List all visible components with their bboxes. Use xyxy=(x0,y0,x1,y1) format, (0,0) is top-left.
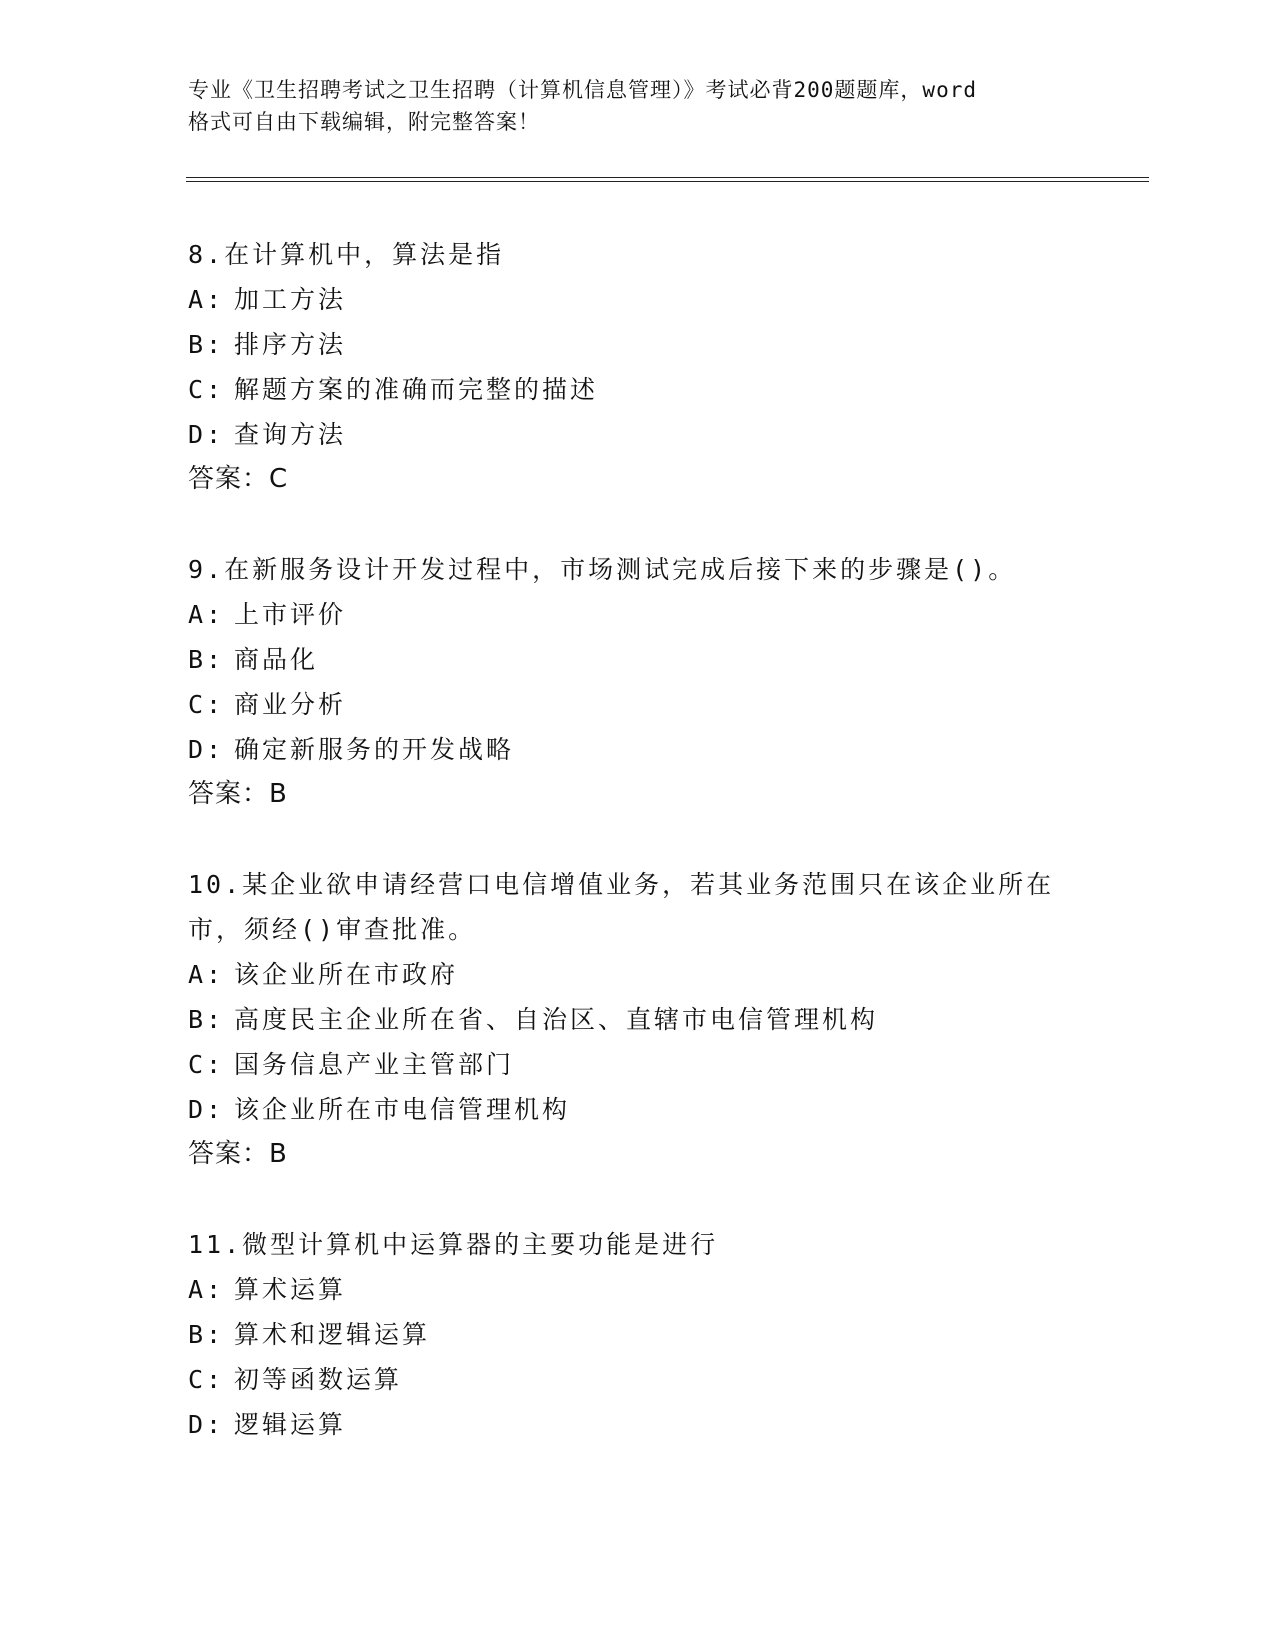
option-text: 排序方法 xyxy=(234,330,347,359)
option-b xyxy=(188,637,1088,682)
header-divider-top xyxy=(186,177,1149,178)
option-b xyxy=(188,1312,1088,1357)
option-letter: B: xyxy=(188,1005,225,1034)
option-text: 初等函数运算 xyxy=(234,1365,403,1394)
option-letter: D: xyxy=(188,420,225,449)
option-letter: A: xyxy=(188,285,225,314)
option-letter: D: xyxy=(188,1095,225,1124)
option-c xyxy=(188,1042,1088,1087)
answer-line: 答案：B xyxy=(188,779,288,809)
option-letter: B: xyxy=(188,330,225,359)
question-stem: 11.微型计算机中运算器的主要功能是进行 xyxy=(188,1230,719,1259)
option-letter: D: xyxy=(188,1410,225,1439)
question-10 xyxy=(188,862,1088,1177)
option-c xyxy=(188,682,1088,727)
option-text: 算术运算 xyxy=(234,1275,347,1304)
option-c xyxy=(188,367,1088,412)
option-text: 解题方案的准确而完整的描述 xyxy=(234,375,599,404)
header-line-2: 格式可自由下载编辑，附完整答案！ xyxy=(188,110,540,134)
option-text: 查询方法 xyxy=(234,420,347,449)
option-text: 加工方法 xyxy=(234,285,347,314)
option-a xyxy=(188,592,1088,637)
question-8 xyxy=(188,232,1088,502)
answer-line: 答案：B xyxy=(188,1139,288,1169)
answer-line: 答案：C xyxy=(188,464,289,494)
option-b xyxy=(188,997,1088,1042)
question-stem-continued: 市，须经()审查批准。 xyxy=(188,915,477,944)
option-text: 国务信息产业主管部门 xyxy=(234,1050,515,1079)
option-c xyxy=(188,1357,1088,1402)
header-divider-bottom xyxy=(186,181,1149,182)
option-text: 上市评价 xyxy=(234,600,347,629)
option-letter: B: xyxy=(188,645,225,674)
header-line-1: 专业《卫生招聘考试之卫生招聘（计算机信息管理）》考试必背200题题库，word xyxy=(188,78,977,102)
option-letter: C: xyxy=(188,375,225,404)
option-letter: C: xyxy=(188,690,225,719)
option-text: 高度民主企业所在省、自治区、直辖市电信管理机构 xyxy=(234,1005,879,1034)
option-letter: A: xyxy=(188,600,225,629)
option-text: 该企业所在市政府 xyxy=(234,960,459,989)
option-text: 商品化 xyxy=(234,645,319,674)
option-b xyxy=(188,322,1088,367)
option-letter: A: xyxy=(188,960,225,989)
option-d xyxy=(188,1087,1088,1132)
option-letter: C: xyxy=(188,1365,225,1394)
option-a xyxy=(188,1267,1088,1312)
document-header xyxy=(188,74,1088,138)
question-9 xyxy=(188,547,1088,817)
option-a xyxy=(188,952,1088,997)
option-letter: D: xyxy=(188,735,225,764)
option-text: 该企业所在市电信管理机构 xyxy=(234,1095,571,1124)
option-d xyxy=(188,412,1088,457)
question-stem: 8.在计算机中，算法是指 xyxy=(188,240,505,269)
option-text: 算术和逻辑运算 xyxy=(234,1320,431,1349)
option-letter: A: xyxy=(188,1275,225,1304)
option-d xyxy=(188,1402,1088,1447)
option-text: 逻辑运算 xyxy=(234,1410,347,1439)
option-text: 商业分析 xyxy=(234,690,347,719)
option-text: 确定新服务的开发战略 xyxy=(234,735,515,764)
question-stem: 10.某企业欲申请经营口电信增值业务，若其业务范围只在该企业所在 xyxy=(188,870,1055,899)
question-stem: 9.在新服务设计开发过程中，市场测试完成后接下来的步骤是()。 xyxy=(188,555,1017,584)
option-a xyxy=(188,277,1088,322)
option-letter: B: xyxy=(188,1320,225,1349)
option-d xyxy=(188,727,1088,772)
option-letter: C: xyxy=(188,1050,225,1079)
question-11 xyxy=(188,1222,1088,1447)
